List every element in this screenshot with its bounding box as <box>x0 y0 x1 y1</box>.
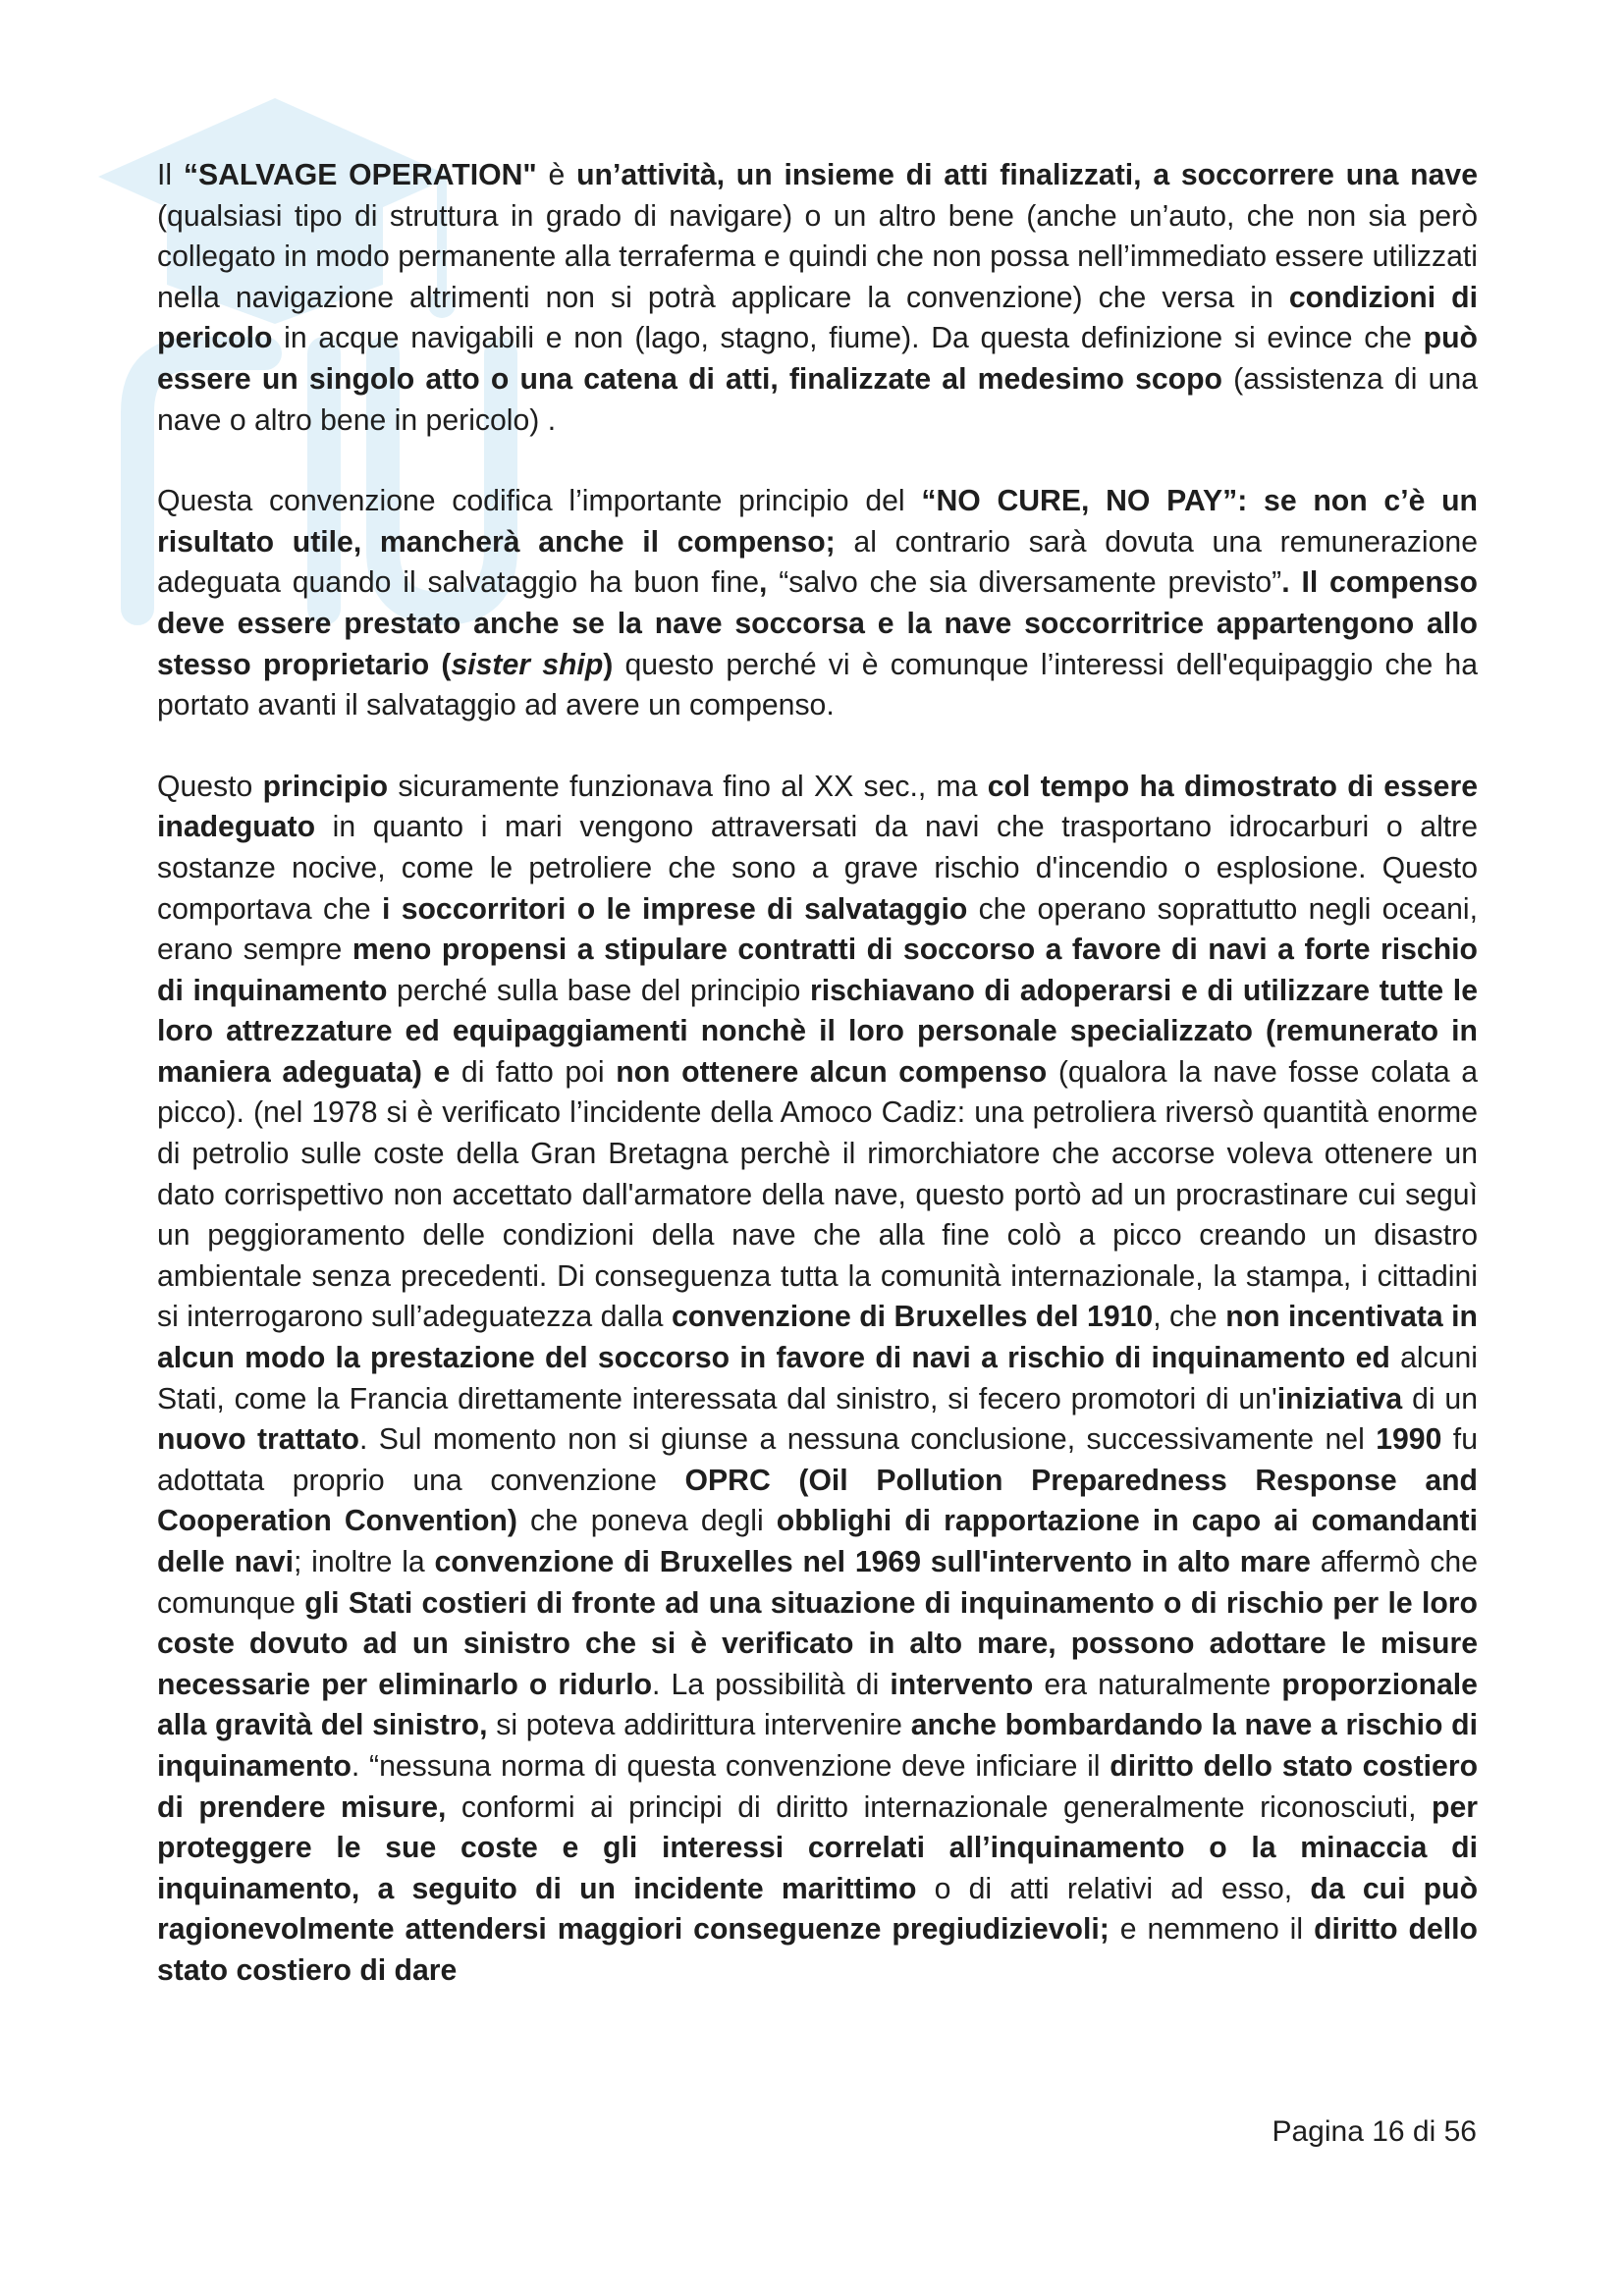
text-run-bold: rischiavano di adoperarsi e di utilizzare tutte le loro attrezzature ed equipaggiamenti nonchè il loro personale specializzato (remunerato in maniera adeguata) e <box>157 974 1478 1089</box>
text-run-bold: ) <box>603 648 614 681</box>
text-run-bold: convenzione di Bruxelles del 1910 <box>671 1301 1154 1334</box>
text-run-bold: i soccorritori o le imprese di salvataggio <box>382 892 968 926</box>
paragraph <box>157 767 1478 1992</box>
text-run: Questa convenzione codifica l’importante principio del <box>157 485 922 518</box>
paragraph <box>157 155 1478 441</box>
text-run: affermò che comunque <box>157 1546 1479 1620</box>
text-run-bold: anche bombardando la nave a rischio di inquinamento <box>157 1709 1479 1783</box>
text-run: (qualsiasi tipo di struttura in grado di navigare) o un altro bene (anche un’auto, che non sia però collegato in modo permanente alla terraferma e quindi che non possa nell’immediato essere utilizzati nella navigazione altrimenti non si potrà applicare la convenzione) che versa in <box>157 199 1478 314</box>
text-run: fu adottata proprio una convenzione <box>157 1423 1478 1497</box>
text-run: è <box>536 159 577 191</box>
text-run: conformi ai principi di diritto internazionale generalmente riconosciuti, <box>446 1790 1433 1824</box>
text-run: che operano soprattutto negli oceani, erano sempre <box>157 892 1479 967</box>
text-run: ; inoltre la <box>294 1546 435 1578</box>
text-run: . Sul momento non si giunse a nessuna conclusione, successivamente nel <box>358 1423 1377 1457</box>
page-number: Pagina 16 di 56 <box>1272 2115 1477 2148</box>
text-run-bold: iniziativa <box>1276 1382 1403 1415</box>
text-run: o di atti relativi ad esso, <box>916 1872 1311 1905</box>
text-run: questo perché vi è comunque l’interessi dell'equipaggio che ha portato avanti il salvataggio ad avere un compenso. <box>157 648 1478 722</box>
text-run: in acque navigabili e non (lago, stagno, fiume). Da questa definizione si evince che <box>272 322 1424 355</box>
text-run-bold <box>451 649 603 681</box>
text-run: alcuni Stati, come la Francia direttamente interessata dal sinistro, si fecero promotori di un' <box>157 1342 1478 1415</box>
text-run-bold: non ottenere alcun compenso <box>616 1055 1048 1089</box>
text-run: Il <box>157 159 184 191</box>
text-run: , che <box>1153 1301 1226 1334</box>
text-run: (qualora la nave fosse colata a picco). (nel 1978 si è verificato l’incidente della Amoco Cadiz: una petroliera riversò quantità enorme di petrolio sulle coste della Gran Bretagna perchè il rimorchiatore che accorse voleva ottenere un dato corrispettivo non accettato dall'armatore della nave, questo portò ad un procrastinare cui seguì un peggioramento delle condizioni della nave che alla fine colò a picco creando un disastro ambientale senza precedenti. Di conseguenza tutta la comunità internazionale, la stampa, i cittadini si interrogarono sull’adeguatezza dalla <box>157 1055 1478 1334</box>
text-run-bold: principio <box>262 770 389 803</box>
text-run-bold: intervento <box>890 1668 1034 1701</box>
text-run: si poteva addirittura intervenire <box>487 1709 911 1742</box>
text-run: che poneva degli <box>516 1505 777 1538</box>
text-run-bold: , <box>759 566 768 600</box>
text-run-bold: non incentivata in alcun modo la prestazione del soccorso in favore di navi a rischio di inquinamento ed <box>157 1301 1478 1375</box>
text-run-bold: un’attività, un insieme di atti finalizzati, a soccorrere una nave <box>576 159 1478 191</box>
text-run-bold: 1990 <box>1376 1423 1442 1457</box>
text-run-bold: può essere un singolo atto o una catena di atti, finalizzate al medesimo scopo <box>157 322 1478 396</box>
text-run-bold: diritto dello stato costiero di dare <box>157 1913 1478 1987</box>
text-run-bold: gli Stati costieri di fronte ad una situazione di inquinamento o di rischio per le loro coste dovuto ad un sinistro che si è verificato in alto mare, possono adottare le misure necessarie per eliminarlo o ridurlo <box>157 1586 1478 1701</box>
text-run-bold: “NO CURE, NO PAY”: se non c’è un risultato utile, mancherà anche il compenso; <box>157 485 1478 559</box>
text-run-bold: nuovo trattato <box>157 1423 359 1457</box>
text-run-bold: per proteggere le sue coste e gli interessi correlati all’inquinamento o la minaccia di inquinamento, a seguito di un incidente marittimo <box>157 1790 1478 1905</box>
text-run: perché sulla base del principio <box>387 974 810 1007</box>
text-run-bold: meno propensi a stipulare contratti di soccorso a favore di navi a forte rischio di inquinamento <box>157 934 1478 1007</box>
text-run-bold: da cui può ragionevolmente attendersi maggiori conseguenze pregiudizievoli; <box>157 1872 1479 1947</box>
text-run-bold: obblighi di rapportazione in capo ai comandanti delle navi <box>157 1505 1478 1578</box>
text-run-bold: proporzionale alla gravità del sinistro, <box>157 1668 1478 1742</box>
text-run: e nemmeno il <box>1109 1913 1315 1947</box>
text-run-bold: condizioni di pericolo <box>157 281 1478 355</box>
text-run: . “nessuna norma di questa convenzione deve inficiare il <box>351 1749 1110 1783</box>
text-run-bold: . Il compenso deve essere prestato anche se la nave soccorsa e la nave soccorritrice appartengono allo stesso proprietario ( <box>157 566 1478 681</box>
body-text <box>157 155 1478 2032</box>
paragraph <box>157 481 1478 726</box>
text-run: “salvo che sia diversamente previsto” <box>767 566 1282 600</box>
text-run-bold: “SALVAGE OPERATION" <box>183 159 537 191</box>
text-run: Questo <box>157 770 263 803</box>
text-run: al contrario sarà dovuta una remunerazione adeguata quando il salvataggio ha buon fine <box>157 525 1478 600</box>
text-run-bold: convenzione di Bruxelles nel 1969 sull'intervento in alto mare <box>434 1546 1311 1578</box>
text-run: era naturalmente <box>1033 1668 1282 1701</box>
text-run-italic: sister ship <box>451 648 604 681</box>
text-run-bold: col tempo ha dimostrato di essere inadeguato <box>157 770 1478 844</box>
text-run: . La possibilità di <box>652 1668 891 1701</box>
text-run: (assistenza di una nave o altro bene in pericolo) . <box>157 362 1478 437</box>
text-run: sicuramente funzionava fino al XX sec., ma <box>388 770 988 803</box>
text-run: di fatto poi <box>450 1055 617 1089</box>
text-run: in quanto i mari vengono attraversati da navi che trasportano idrocarburi o altre sostanze nocive, come le petroliere che sono a grave rischio d'incendio o esplosione. Questo comportava che <box>157 811 1478 926</box>
text-run: di un <box>1402 1382 1478 1415</box>
text-run-bold: OPRC (Oil Pollution Preparedness Response and Cooperation Convention) <box>157 1464 1479 1538</box>
text-run-bold: diritto dello stato costiero di prendere misure, <box>157 1749 1479 1824</box>
